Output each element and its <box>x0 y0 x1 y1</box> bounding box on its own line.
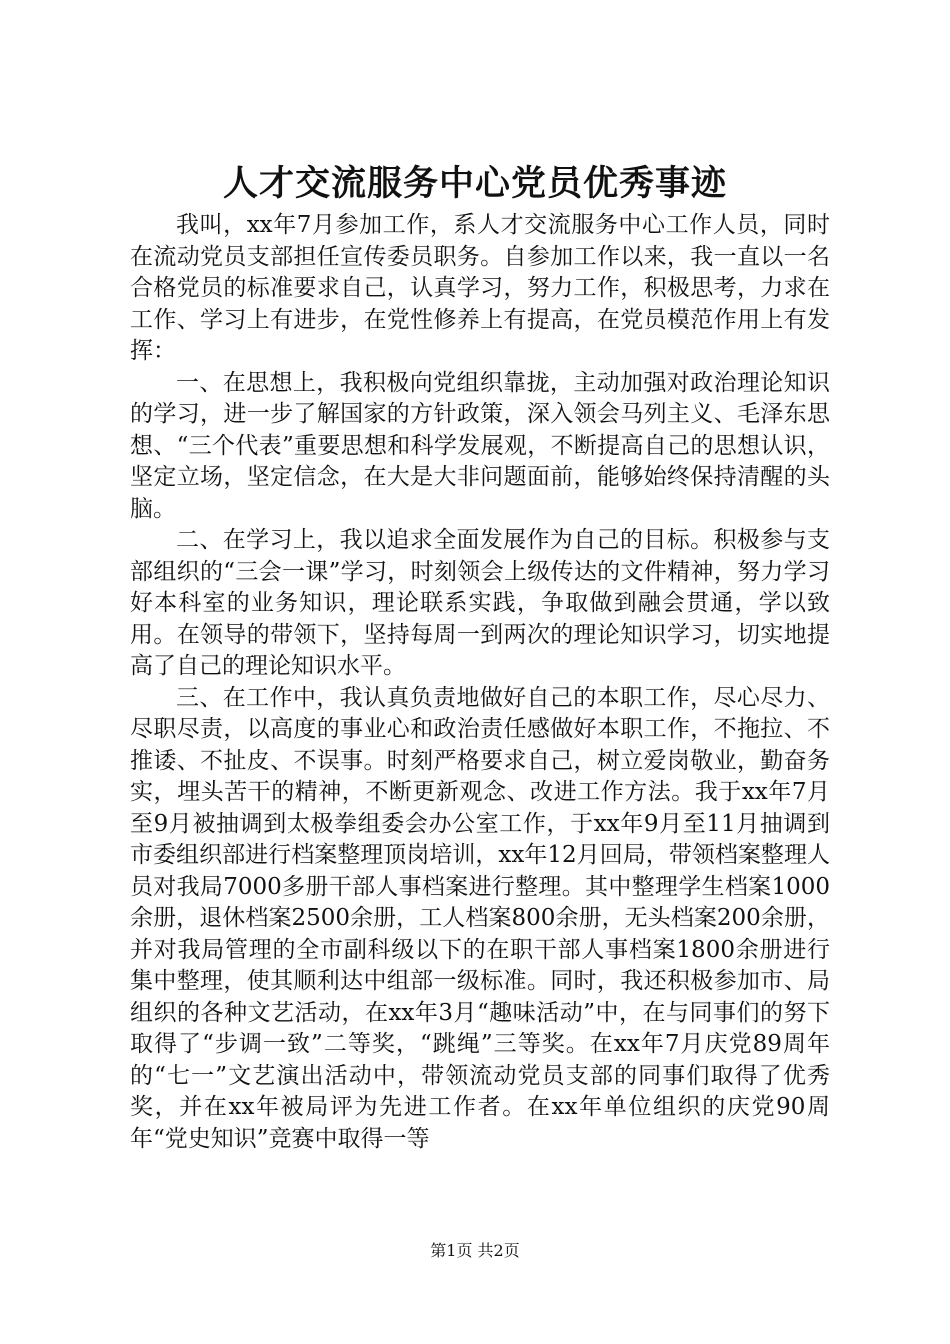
paragraph-intro: 我叫，xx年7月参加工作，系人才交流服务中心工作人员，同时在流动党员支部担任宣传委员职务。自参加工作以来，我一直以一名合格党员的标准要求自己，认真学习，努力工作，积极思考，力求在工作、学习上有进步，在党性修养上有提高，在党员模范作用上有发挥： <box>130 212 830 364</box>
paragraph-thought: 一、在思想上，我积极向党组织靠拢，主动加强对政治理论知识的学习，进一步了解国家的方针政策，深入领会马列主义、毛泽东思想、“三个代表”重要思想和科学发展观，不断提高自己的思想认识，坚定立场，坚定信念，在大是大非问题面前，能够始终保持清醒的头脑。 <box>130 369 830 522</box>
paragraph-work: 三、在工作中，我认真负责地做好自己的本职工作，尽心尽力、尽职尽责，以高度的事业心和政治责任感做好本职工作，不拖拉、不推诿、不扯皮、不误事。时刻严格要求自己，树立爱岗敬业，勤奋务实，埋头苦干的精神，不断更新观念、改进工作方法。我于xx年7月至9月被抽调到太极拳组委会办公室工作，于xx年9月至11月抽调到市委组织部进行档案整理顶岗培训，xx年12月回局，带领档案整理人员对我局7000多册干部人事档案进行整理。其中整理学生档案1000余册，退休档案2500余册，工人档案800余册，无头档案200余册，并对我局管理的全市副科级以下的在职干部人事档案1800余册进行集中整理，使其顺利达中组部一级标准。同时，我还积极参加市、局组织的各种文艺活动，在xx年3月“趣味活动”中，在与同事们的努下取得了“步调一致”二等奖，“跳绳”三等奖。在xx年7月庆党89周年的“七一”文艺演出活动中，带领流动党员支部的同事们取得了优秀奖，并在xx年被局评为先进工作者。在xx年单位组织的庆党90周年“党史知识”竞赛中取得一等 <box>130 684 830 1152</box>
page-number-footer: 第1页 共2页 <box>430 1241 520 1260</box>
paragraph-study: 二、在学习上，我以追求全面发展作为自己的目标。积极参与支部组织的“三会一课”学习，时刻领会上级传达的文件精神，努力学习好本科室的业务知识，理论联系实践，争取做到融会贯通，学以致用。在领导的带领下，坚持每周一到两次的理论知识学习，切实地提高了自己的理论知识水平。 <box>130 527 830 679</box>
document-title: 人才交流服务中心党员优秀事迹 <box>222 163 727 204</box>
document-body <box>130 210 830 1155</box>
